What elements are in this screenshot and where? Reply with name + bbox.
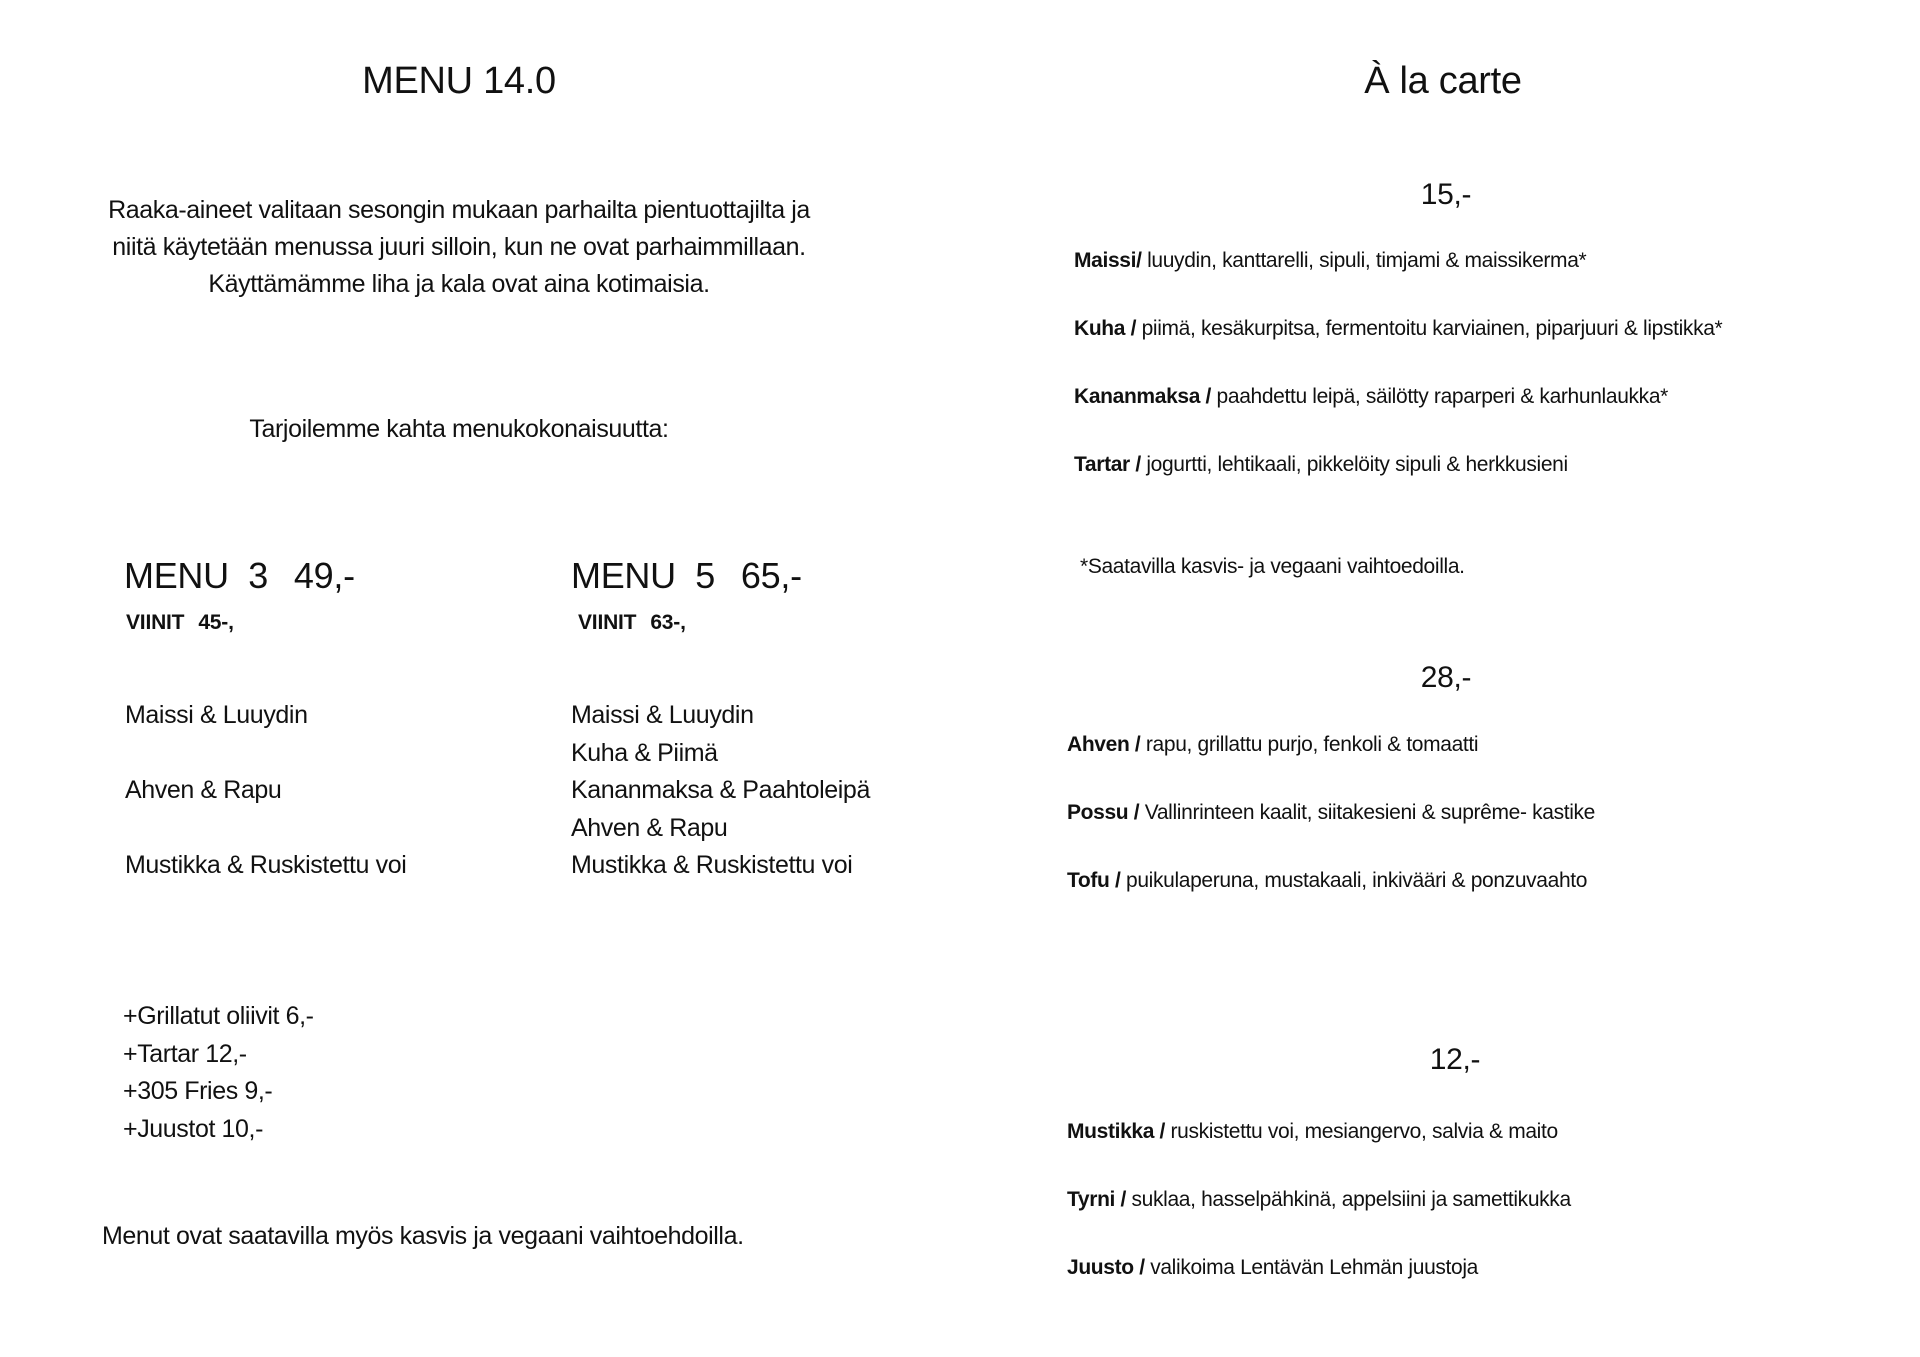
extra-item: +Juustot 10,- <box>123 1114 264 1143</box>
dish-name: Tofu / <box>1067 869 1121 892</box>
offer-text: Tarjoilemme kahta menukokonaisuutta: <box>249 415 669 443</box>
dish-item <box>1074 386 1668 407</box>
dish-item <box>1074 318 1722 339</box>
intro-line: Raaka-aineet valitaan sesongin mukaan parhailta pientuottajilta ja <box>108 196 810 224</box>
dish-name: Ahven / <box>1067 733 1141 756</box>
dish-desc: suklaa, hasselpähkinä, appelsiini ja samettikukka <box>1126 1188 1571 1211</box>
menu-title: MENU 14.0 <box>362 60 556 102</box>
menu-5-price: 65,- <box>740 555 802 596</box>
course-item: Ahven & Rapu <box>571 813 728 842</box>
dish-item <box>1067 1121 1558 1142</box>
dish-item <box>1067 870 1587 891</box>
dish-item <box>1067 734 1478 755</box>
menu-3-price: 49,- <box>293 555 355 596</box>
wine-price: 45-, <box>198 611 234 634</box>
dish-desc: jogurtti, lehtikaali, pikkelöity sipuli & herkkusieni <box>1140 453 1568 476</box>
desserts-price: 12,- <box>1429 1043 1481 1076</box>
dish-desc: paahdettu leipä, säilötty raparperi & karhunlaukka* <box>1211 385 1668 408</box>
dish-item <box>1067 802 1595 823</box>
menu-5-heading <box>571 555 802 596</box>
menu-5-courses <box>571 697 870 885</box>
menu-5-wine <box>578 612 686 633</box>
starters-price: 15,- <box>1420 178 1472 211</box>
intro-line: niitä käytetään menussa juuri silloin, kun ne ovat parhaimmillaan. <box>112 233 806 261</box>
dish-name: Tartar / <box>1074 453 1141 476</box>
dish-desc: rapu, grillattu purjo, fenkoli & tomaatti <box>1140 733 1479 756</box>
course-spacer <box>125 810 406 848</box>
dish-item <box>1067 1257 1478 1278</box>
dish-name: Mustikka / <box>1067 1120 1166 1143</box>
vegetarian-note: *Saatavilla kasvis- ja vegaani vaihtoedoilla. <box>1080 555 1465 578</box>
menu-3-heading <box>124 555 355 596</box>
dish-name: Kananmaksa / <box>1074 385 1212 408</box>
menu-3-name: MENU 3 <box>124 555 268 596</box>
wine-price: 63-, <box>650 611 686 634</box>
course-item: Ahven & Rapu <box>125 776 282 805</box>
dish-desc: piimä, kesäkurpitsa, fermentoitu karviainen, piparjuuri & lipstikka* <box>1136 317 1723 340</box>
mains-price: 28,- <box>1420 661 1472 694</box>
dish-name: Kuha / <box>1074 317 1137 340</box>
course-spacer <box>125 735 406 773</box>
dish-item <box>1074 454 1568 475</box>
wine-label: VIINIT <box>126 611 185 634</box>
extra-item: +305 Fries 9,- <box>123 1077 273 1105</box>
wine-label: VIINIT <box>578 611 637 634</box>
course-item: Mustikka & Ruskistettu voi <box>571 851 853 880</box>
dish-desc: valikoima Lentävän Lehmän juustoja <box>1144 1256 1479 1279</box>
dish-name: Maissi/ <box>1074 249 1142 272</box>
dish-name: Possu / <box>1067 801 1140 824</box>
dish-item <box>1067 1189 1571 1210</box>
menu-3-wine <box>126 612 234 633</box>
dish-desc: luuydin, kanttarelli, sipuli, timjami & maissikerma* <box>1141 249 1587 272</box>
dish-desc: ruskistettu voi, mesiangervo, salvia & maito <box>1165 1120 1558 1143</box>
course-item: Kananmaksa & Paahtoleipä <box>571 776 870 805</box>
dish-desc: Vallinrinteen kaalit, siitakesieni & suprême- kastike <box>1139 801 1596 824</box>
extras-list <box>123 998 314 1148</box>
menu-5-name: MENU 5 <box>571 555 715 596</box>
intro-line: Käyttämämme liha ja kala ovat aina kotimaisia. <box>208 270 710 298</box>
course-item: Maissi & Luuydin <box>571 701 754 729</box>
course-item: Mustikka & Ruskistettu voi <box>125 851 407 880</box>
extra-item: +Grillatut oliivit 6,- <box>123 1002 314 1030</box>
vegan-footer-note: Menut ovat saatavilla myös kasvis ja vegaani vaihtoehdoilla. <box>102 1222 744 1250</box>
a-la-carte-title: À la carte <box>1364 60 1522 102</box>
dish-name: Tyrni / <box>1067 1188 1127 1211</box>
dish-desc: puikulaperuna, mustakaali, inkivääri & ponzuvaahto <box>1120 869 1588 892</box>
menu-3-courses <box>125 697 406 885</box>
course-item: Kuha & Piimä <box>571 738 718 767</box>
dish-name: Juusto / <box>1067 1256 1145 1279</box>
dish-item <box>1074 250 1586 271</box>
extra-item: +Tartar 12,- <box>123 1039 247 1068</box>
course-item: Maissi & Luuydin <box>125 701 308 729</box>
intro-paragraph <box>40 192 878 303</box>
